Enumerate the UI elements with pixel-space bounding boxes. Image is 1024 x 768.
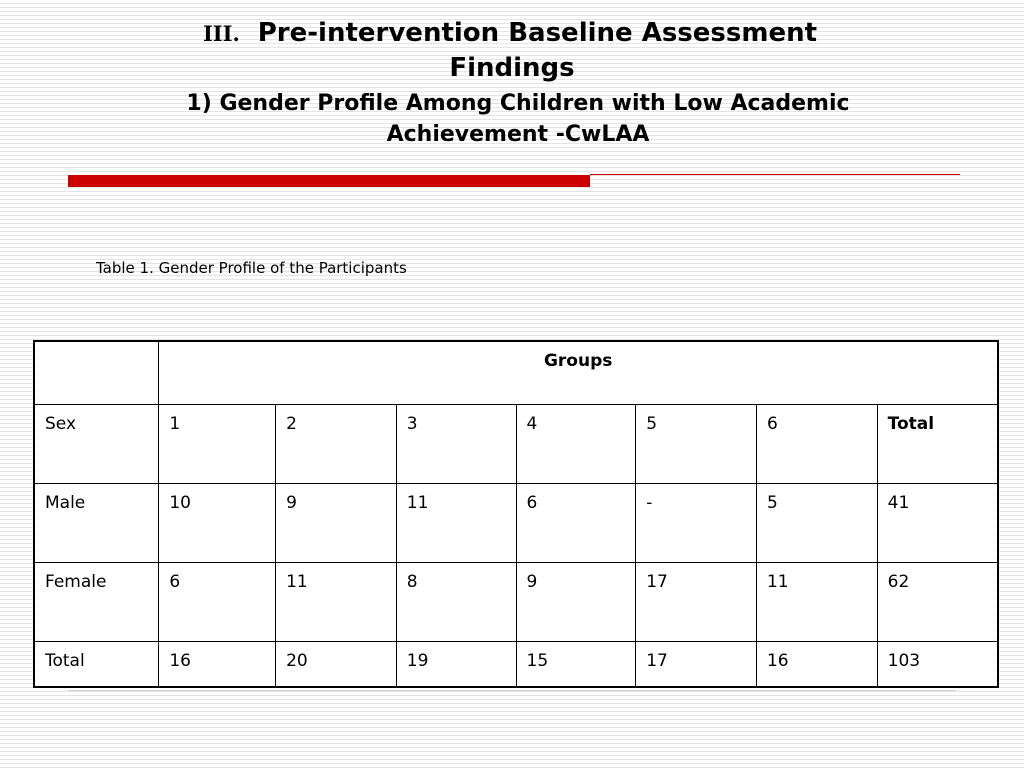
table-cell: 16 xyxy=(159,642,276,688)
table-cell: - xyxy=(636,484,757,563)
slide-title-line1 xyxy=(150,17,870,50)
table-row-male xyxy=(34,484,998,563)
row-label: Total xyxy=(34,642,159,688)
table-cell: 17 xyxy=(636,642,757,688)
table-cell: 20 xyxy=(276,642,397,688)
header-cell-group-2: 2 xyxy=(276,405,397,484)
table-row-female xyxy=(34,563,998,642)
gender-profile-table xyxy=(33,340,999,688)
subtitle-line1: 1) Gender Profile Among Children with Low Academic xyxy=(186,91,850,116)
table-cell: 19 xyxy=(396,642,516,688)
table-cell: 11 xyxy=(276,563,397,642)
footer-divider xyxy=(68,690,956,691)
header-cell-group-1: 1 xyxy=(159,405,276,484)
table-cell: 11 xyxy=(396,484,516,563)
table-cell: 8 xyxy=(396,563,516,642)
accent-bar-thick xyxy=(68,175,590,187)
table-cell: 11 xyxy=(756,563,877,642)
row-label: Male xyxy=(34,484,159,563)
table-corner-cell xyxy=(34,341,159,405)
row-label: Female xyxy=(34,563,159,642)
slide-subtitle xyxy=(118,88,918,150)
table-cell: 16 xyxy=(756,642,877,688)
table-cell-total: 103 xyxy=(877,642,998,688)
accent-bar-thin xyxy=(590,174,960,175)
header-cell-group-4: 4 xyxy=(516,405,636,484)
table-cell: 9 xyxy=(516,563,636,642)
header-cell-group-5: 5 xyxy=(636,405,757,484)
table-cell-total: 41 xyxy=(877,484,998,563)
slide-title-text: Pre-intervention Baseline Assessment xyxy=(257,18,818,48)
table-row-total xyxy=(34,642,998,688)
table-cell: 6 xyxy=(516,484,636,563)
groups-header-cell: Groups xyxy=(159,341,998,405)
header-cell-group-3: 3 xyxy=(396,405,516,484)
table-cell-total: 62 xyxy=(877,563,998,642)
header-cell-sex: Sex xyxy=(34,405,159,484)
table-cell: 15 xyxy=(516,642,636,688)
table-caption: Table 1. Gender Profile of the Participants xyxy=(96,259,407,277)
subtitle-line2: Achievement -CwLAA xyxy=(386,122,650,147)
table-cell: 9 xyxy=(276,484,397,563)
table-header-row xyxy=(34,405,998,484)
table-cell: 5 xyxy=(756,484,877,563)
header-cell-total: Total xyxy=(877,405,998,484)
header-cell-group-6: 6 xyxy=(756,405,877,484)
slide-title-line2: Findings xyxy=(449,53,575,83)
table-cell: 17 xyxy=(636,563,757,642)
table-cell: 6 xyxy=(159,563,276,642)
table-group-header-row xyxy=(34,341,998,405)
section-number: III. xyxy=(202,21,240,46)
table-cell: 10 xyxy=(159,484,276,563)
